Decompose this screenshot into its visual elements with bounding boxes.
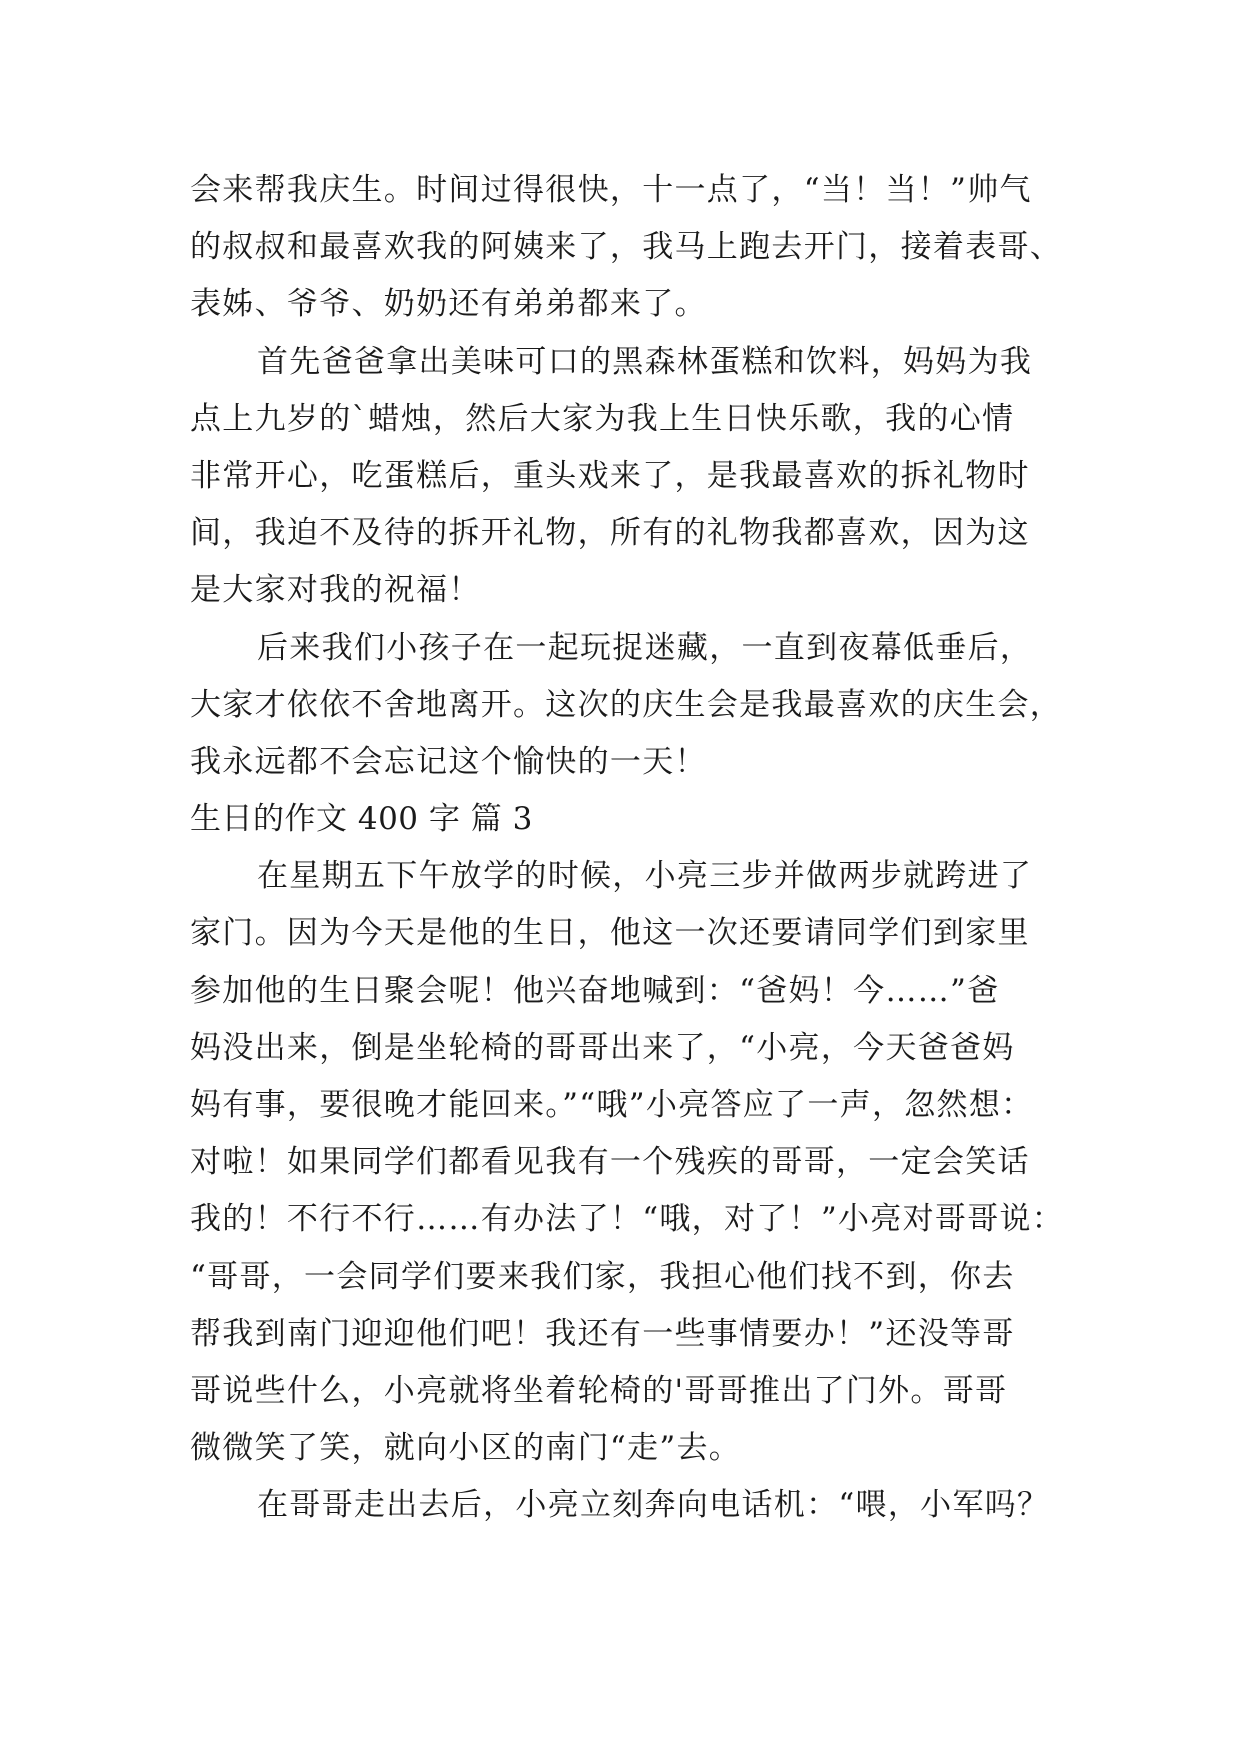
text-line: 大家才依依不舍地离开。这次的庆生会是我最喜欢的庆生会， (190, 686, 1063, 723)
section-heading: 生日的作文 400 字 篇 3 (190, 801, 533, 838)
text-line: “哥哥，一会同学们要来我们家，我担心他们找不到，你去 (190, 1258, 1015, 1295)
text-line: 表姊、爷爷、奶奶还有弟弟都来了。 (190, 286, 707, 323)
essay-body (190, 162, 1070, 1535)
text-line: 点上九岁的`蜡烛，然后大家为我上生日快乐歌，我的心情 (190, 400, 1015, 437)
text-line: 我永远都不会忘记这个愉快的一天！ (190, 743, 707, 780)
text-line: 对啦！如果同学们都看见我有一个残疾的哥哥，一定会笑话 (190, 1144, 1030, 1181)
text-line: 哥说些什么，小亮就将坐着轮椅的'哥哥推出了门外。哥哥 (190, 1372, 1008, 1409)
text-line: 参加他的生日聚会呢！他兴奋地喊到：“爸妈！今……”爸 (190, 972, 1000, 1009)
text-line: 会来帮我庆生。时间过得很快，十一点了，“当！当！”帅气 (190, 172, 1032, 208)
text-line: 妈有事，要很晚才能回来。”“哦”小亮答应了一声，忽然想： (190, 1087, 1034, 1123)
text-line: 微微笑了笑，就向小区的南门“走”去。 (190, 1430, 742, 1467)
text-line: 妈没出来，倒是坐轮椅的哥哥出来了，“小亮，今天爸爸妈 (190, 1029, 1015, 1066)
paragraph-first-line: 后来我们小孩子在一起玩捉迷藏，一直到夜幕低垂后， (257, 629, 1033, 666)
text-line: 的叔叔和最喜欢我的阿姨来了，我马上跑去开门，接着表哥、 (190, 229, 1063, 266)
text-line: 非常开心，吃蛋糕后，重头戏来了，是我最喜欢的拆礼物时 (190, 457, 1030, 494)
text-line: 是大家对我的祝福！ (190, 572, 481, 609)
text-line: 家门。因为今天是他的生日，他这一次还要请同学们到家里 (190, 915, 1030, 952)
text-line: 间，我迫不及待的拆开礼物，所有的礼物我都喜欢，因为这 (190, 515, 1030, 552)
paragraph-first-line: 首先爸爸拿出美味可口的黑森林蛋糕和饮料，妈妈为我 (257, 343, 1033, 380)
paragraph-first-line: 在哥哥走出去后，小亮立刻奔向电话机：“喂，小军吗？ (257, 1487, 1050, 1524)
text-line: 我的！不行不行……有办法了！“哦，对了！”小亮对哥哥说： (190, 1201, 1065, 1238)
paragraph-first-line: 在星期五下午放学的时候，小亮三步并做两步就跨进了 (257, 858, 1033, 895)
text-line: 帮我到南门迎迎他们吧！我还有一些事情要办！”还没等哥 (190, 1315, 1015, 1352)
